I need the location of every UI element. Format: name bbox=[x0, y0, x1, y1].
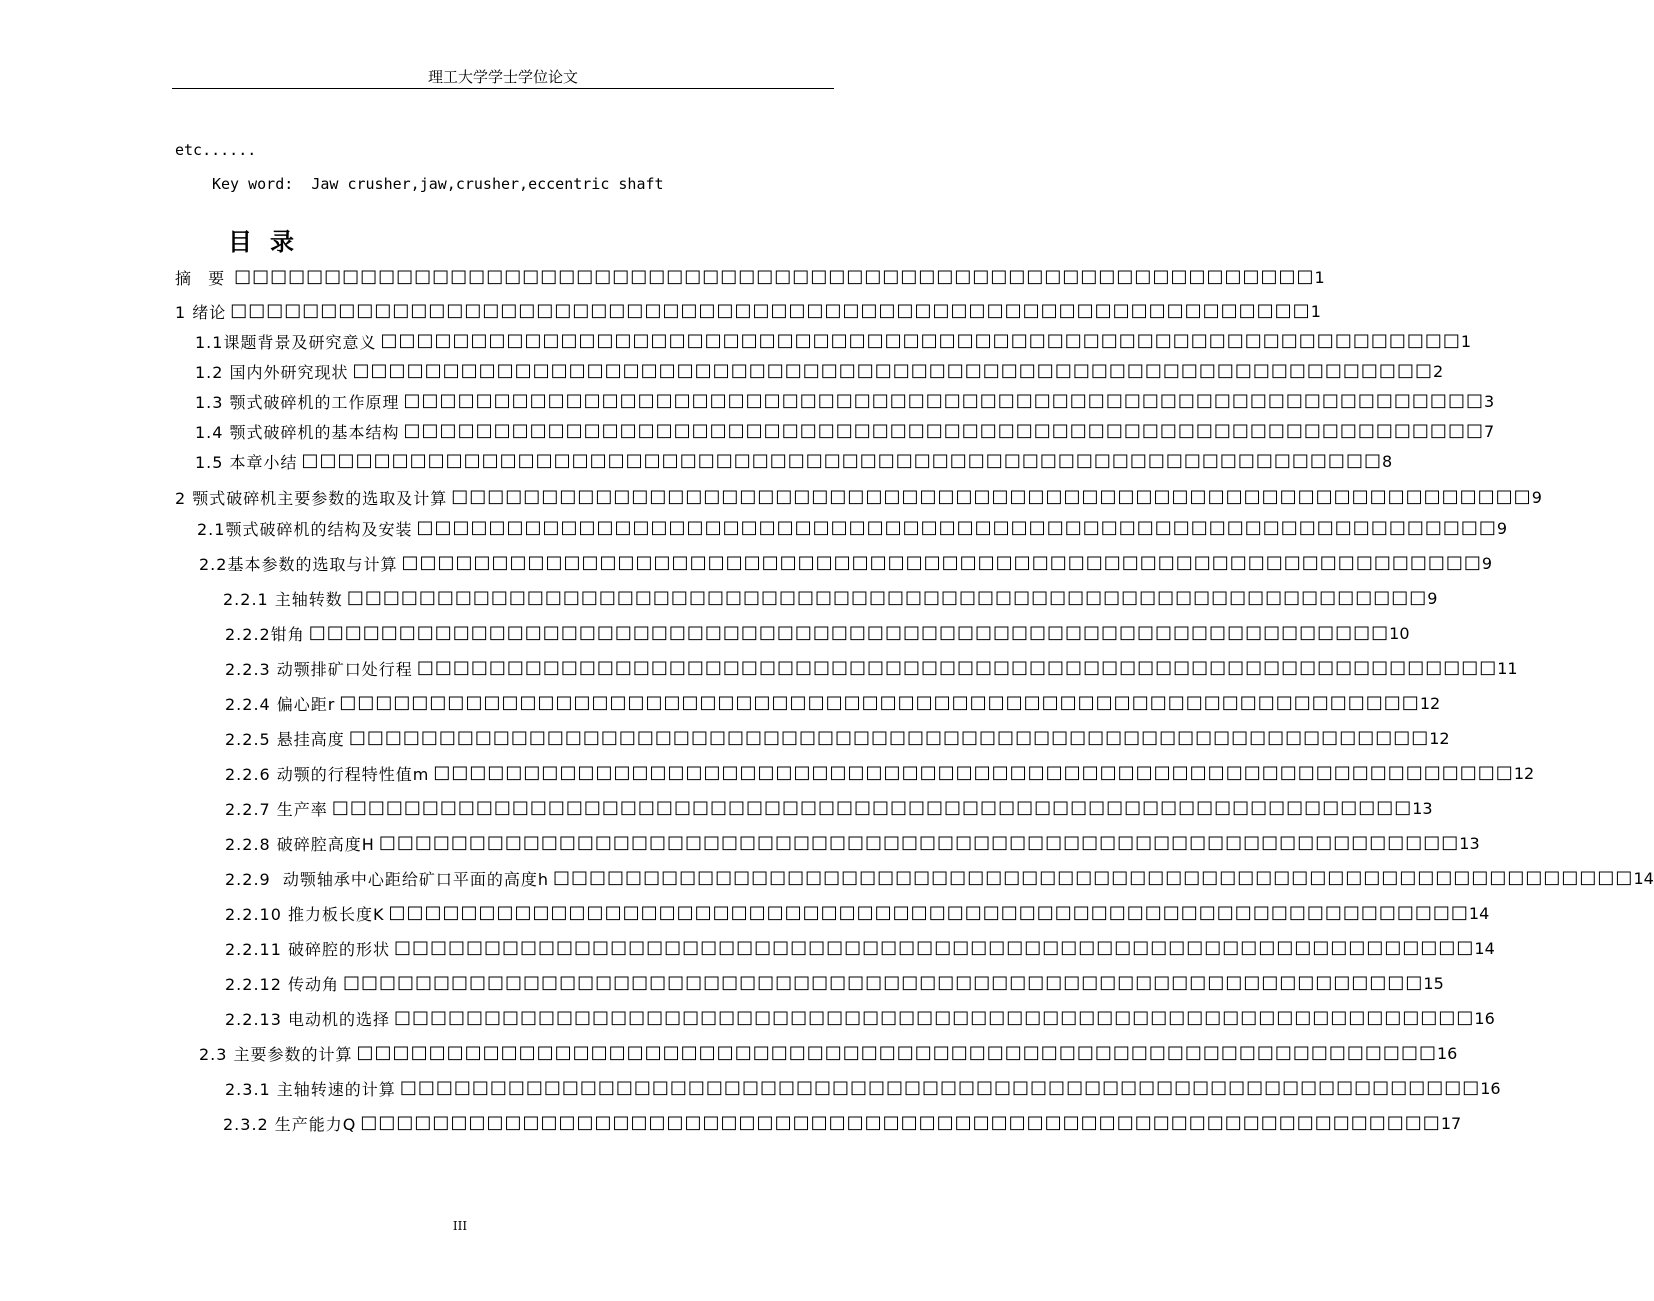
toc-leader: □□□□□□□□□□□□□□□□□□□□□□□□□□□□□□□□□□□□□□□□□□□□□□□□□□□□□□□□□□□□ bbox=[403, 390, 1484, 411]
toc-leader: □□□□□□□□□□□□□□□□□□□□□□□□□□□□□□□□□□□□□□□□□□□□□□□□□□□□□□□□□□□□ bbox=[380, 330, 1461, 351]
toc-leader: □□□□□□□□□□□□□□□□□□□□□□□□□□□□□□□□□□□□□□□□□□□□□□□□□□□□□□□□□□□□ bbox=[346, 587, 1428, 608]
toc-entry[interactable] bbox=[195, 328, 1472, 354]
toc-entry-page: 16 bbox=[1474, 1008, 1495, 1028]
toc-entry-page: 13 bbox=[1412, 798, 1433, 818]
toc-leader: □□□□□□□□□□□□□□□□□□□□□□□□□□□□□□□□□□□□□□□□□□□□□□□□□□□□□□□□□□□□ bbox=[393, 1007, 1475, 1028]
toc-leader: □□□□□□□□□□□□□□□□□□□□□□□□□□□□□□□□□□□□□□□□□□□□□□□□□□□□□□□□□□□□ bbox=[342, 972, 1424, 993]
toc-leader: □□□□□□□□□□□□□□□□□□□□□□□□□□□□□□□□□□□□□□□□□□□□□□□□□□□□□□□□□□□□ bbox=[378, 832, 1460, 853]
toc-leader: □□□□□□□□□□□□□□□□□□□□□□□□□□□□□□□□□□□□□□□□□□□□□□□□□□□□□□□□□□□□ bbox=[553, 867, 1634, 888]
toc-entry-label: 2.2.6 动颚的行程特性值m bbox=[225, 764, 430, 784]
toc-leader: □□□□□□□□□□□□□□□□□□□□□□□□□□□□□□□□□□□□□□□□□□□□□□□□□□□□□□□□□□□□ bbox=[230, 300, 1311, 321]
toc-entry-page: 12 bbox=[1513, 763, 1535, 783]
toc-entry-label: 2.2.13 电动机的选择 bbox=[225, 1009, 390, 1029]
toc-leader: □□□□□□□□□□□□□□□□□□□□□□□□□□□□□□□□□□□□□□□□□□□□□□□□□□□□□□□□□□□□ bbox=[403, 420, 1484, 441]
toc-entry-page: 9 bbox=[1531, 487, 1542, 507]
toc-entry-page: 12 bbox=[1429, 728, 1450, 748]
toc-entry[interactable] bbox=[225, 970, 1444, 996]
toc-entry-page: 3 bbox=[1483, 391, 1495, 411]
toc-entry-label: 1.3 颚式破碎机的工作原理 bbox=[195, 392, 400, 412]
toc-entry[interactable] bbox=[225, 865, 1654, 891]
toc-entry-label: 2.3.2 生产能力Q bbox=[223, 1114, 357, 1134]
toc-entry-label: 2.2.9 动颚轴承中心距给矿口平面的高度h bbox=[225, 869, 550, 889]
toc-entry-label: 摘 要 bbox=[175, 268, 231, 288]
toc-entry-label: 1 绪论 bbox=[175, 302, 227, 322]
toc-entry[interactable] bbox=[175, 298, 1321, 324]
toc-title: 目录 bbox=[228, 228, 312, 256]
toc-leader: □□□□□□□□□□□□□□□□□□□□□□□□□□□□□□□□□□□□□□□□□□□□□□□□□□□□□□□□□□□□ bbox=[451, 486, 1532, 507]
toc-entry-label: 2.3 主要参数的计算 bbox=[199, 1044, 353, 1064]
toc-entry-label: 1.2 国内外研究现状 bbox=[195, 362, 349, 382]
toc-entry[interactable] bbox=[225, 830, 1480, 856]
toc-leader: □□□□□□□□□□□□□□□□□□□□□□□□□□□□□□□□□□□□□□□□□□□□□□□□□□□□□□□□□□□□ bbox=[339, 692, 1420, 713]
toc-entry-page: 7 bbox=[1483, 421, 1495, 441]
toc-entry-label: 2.2.8 破碎腔高度H bbox=[225, 834, 375, 854]
toc-entry-page: 17 bbox=[1440, 1113, 1462, 1133]
toc-entry[interactable] bbox=[225, 900, 1490, 926]
toc-entry[interactable] bbox=[223, 1110, 1462, 1136]
toc-entry[interactable] bbox=[199, 1040, 1458, 1066]
toc-entry-label: 2.2.10 推力板长度K bbox=[225, 904, 385, 924]
toc-entry-label: 2.2.12 传动角 bbox=[225, 974, 339, 994]
toc-entry-label: 2.2基本参数的选取与计算 bbox=[199, 554, 398, 574]
toc-entry-page: 14 bbox=[1633, 868, 1654, 888]
toc-entry-page: 11 bbox=[1497, 658, 1518, 678]
toc-entry-page: 2 bbox=[1432, 361, 1444, 381]
toc-entry-label: 2.2.11 破碎腔的形状 bbox=[225, 939, 390, 959]
toc-entry-page: 10 bbox=[1389, 623, 1410, 643]
toc-entry-label: 2.2.1 主轴转数 bbox=[223, 589, 343, 609]
toc-leader: □□□□□□□□□□□□□□□□□□□□□□□□□□□□□□□□□□□□□□□□□□□□□□□□□□□□□□□□□□□□ bbox=[399, 1077, 1481, 1098]
toc-leader: □□□□□□□□□□□□□□□□□□□□□□□□□□□□□□□□□□□□□□□□□□□□□□□□□□□□□□□□□□□□ bbox=[433, 762, 1514, 783]
toc-entry[interactable] bbox=[195, 448, 1393, 474]
running-header: 理工大学学士学位论文 bbox=[427, 68, 578, 86]
toc-entry[interactable] bbox=[225, 725, 1450, 751]
abstract-keywords: Key word: Jaw crusher,jaw,crusher,eccentric shaft bbox=[212, 175, 664, 193]
toc-entry-page: 1 bbox=[1310, 301, 1321, 321]
toc-leader: □□□□□□□□□□□□□□□□□□□□□□□□□□□□□□□□□□□□□□□□□□□□□□□□□□□□□□□□□□□□ bbox=[348, 727, 1430, 748]
toc-leader: □□□□□□□□□□□□□□□□□□□□□□□□□□□□□□□□□□□□□□□□□□□□□□□□□□□□□□□□□□□□ bbox=[356, 1042, 1437, 1063]
toc-entry-label: 1.1课题背景及研究意义 bbox=[195, 332, 377, 352]
toc-entry[interactable] bbox=[223, 585, 1438, 611]
toc-entry-label: 2.3.1 主轴转速的计算 bbox=[225, 1079, 396, 1099]
toc-entry-page: 1 bbox=[1314, 267, 1325, 287]
header-rule bbox=[172, 88, 834, 89]
abstract-etc: etc...... bbox=[175, 141, 257, 159]
toc-entry-page: 9 bbox=[1496, 518, 1508, 538]
toc-entry[interactable] bbox=[225, 935, 1495, 961]
toc-entry[interactable] bbox=[225, 1005, 1495, 1031]
toc-entry[interactable] bbox=[225, 690, 1441, 716]
toc-entry-label: 2.2.2钳角 bbox=[225, 624, 305, 644]
toc-entry-page: 1 bbox=[1460, 331, 1472, 351]
toc-entry-page: 9 bbox=[1427, 588, 1438, 608]
toc-leader: □□□□□□□□□□□□□□□□□□□□□□□□□□□□□□□□□□□□□□□□□□□□□□□□□□□□□□□□□□□□ bbox=[308, 622, 1390, 643]
toc-leader: □□□□□□□□□□□□□□□□□□□□□□□□□□□□□□□□□□□□□□□□□□□□□□□□□□□□□□□□□□□□ bbox=[401, 552, 1482, 573]
toc-entry[interactable] bbox=[225, 795, 1433, 821]
toc-entry-page: 15 bbox=[1423, 973, 1444, 993]
toc-entry[interactable] bbox=[175, 264, 1325, 290]
page-number: III bbox=[452, 1219, 468, 1233]
toc-entry[interactable] bbox=[175, 484, 1542, 510]
toc-entry-label: 2.2.7 生产率 bbox=[225, 799, 328, 819]
toc-leader: □□□□□□□□□□□□□□□□□□□□□□□□□□□□□□□□□□□□□□□□□□□□□□□□□□□□□□□□□□□□ bbox=[234, 266, 1315, 287]
toc-leader: □□□□□□□□□□□□□□□□□□□□□□□□□□□□□□□□□□□□□□□□□□□□□□□□□□□□□□□□□□□□ bbox=[388, 902, 1469, 923]
toc-entry-page: 16 bbox=[1480, 1078, 1501, 1098]
toc-entry[interactable] bbox=[225, 760, 1535, 786]
toc-entry[interactable] bbox=[195, 358, 1444, 384]
toc-leader: □□□□□□□□□□□□□□□□□□□□□□□□□□□□□□□□□□□□□□□□□□□□□□□□□□□□□□□□□□□□ bbox=[416, 517, 1497, 538]
toc-entry-label: 2.2.4 偏心距r bbox=[225, 694, 336, 714]
toc-entry[interactable] bbox=[195, 388, 1495, 414]
toc-leader: □□□□□□□□□□□□□□□□□□□□□□□□□□□□□□□□□□□□□□□□□□□□□□□□□□□□□□□□□□□□ bbox=[360, 1112, 1441, 1133]
toc-entry-label: 2.1颚式破碎机的结构及安装 bbox=[197, 519, 413, 539]
toc-leader: □□□□□□□□□□□□□□□□□□□□□□□□□□□□□□□□□□□□□□□□□□□□□□□□□□□□□□□□□□□□ bbox=[352, 360, 1433, 381]
toc-entry[interactable] bbox=[199, 550, 1493, 576]
toc-entry[interactable] bbox=[197, 515, 1508, 541]
toc-entry-label: 2 颚式破碎机主要参数的选取及计算 bbox=[175, 488, 448, 508]
toc-entry-page: 12 bbox=[1419, 693, 1441, 713]
toc-leader: □□□□□□□□□□□□□□□□□□□□□□□□□□□□□□□□□□□□□□□□□□□□□□□□□□□□□□□□□□□□ bbox=[301, 450, 1382, 471]
toc-entry-page: 14 bbox=[1474, 938, 1495, 958]
toc-entry-page: 16 bbox=[1436, 1043, 1458, 1063]
toc-leader: □□□□□□□□□□□□□□□□□□□□□□□□□□□□□□□□□□□□□□□□□□□□□□□□□□□□□□□□□□□□ bbox=[416, 657, 1498, 678]
toc-entry-label: 1.4 颚式破碎机的基本结构 bbox=[195, 422, 400, 442]
toc-entry-label: 2.2.5 悬挂高度 bbox=[225, 729, 345, 749]
toc-entry-label: 1.5 本章小结 bbox=[195, 452, 298, 472]
toc-entry[interactable] bbox=[225, 655, 1518, 681]
toc-entry-page: 14 bbox=[1468, 903, 1490, 923]
toc-entry-label: 2.2.3 动颚排矿口处行程 bbox=[225, 659, 413, 679]
toc-entry-page: 13 bbox=[1459, 833, 1480, 853]
toc-entry[interactable] bbox=[225, 620, 1410, 646]
toc-leader: □□□□□□□□□□□□□□□□□□□□□□□□□□□□□□□□□□□□□□□□□□□□□□□□□□□□□□□□□□□□ bbox=[393, 937, 1475, 958]
toc-entry-page: 9 bbox=[1481, 553, 1493, 573]
toc-entry-page: 8 bbox=[1381, 451, 1393, 471]
toc-entry[interactable] bbox=[195, 418, 1495, 444]
toc-entry[interactable] bbox=[225, 1075, 1501, 1101]
toc-leader: □□□□□□□□□□□□□□□□□□□□□□□□□□□□□□□□□□□□□□□□□□□□□□□□□□□□□□□□□□□□ bbox=[331, 797, 1413, 818]
